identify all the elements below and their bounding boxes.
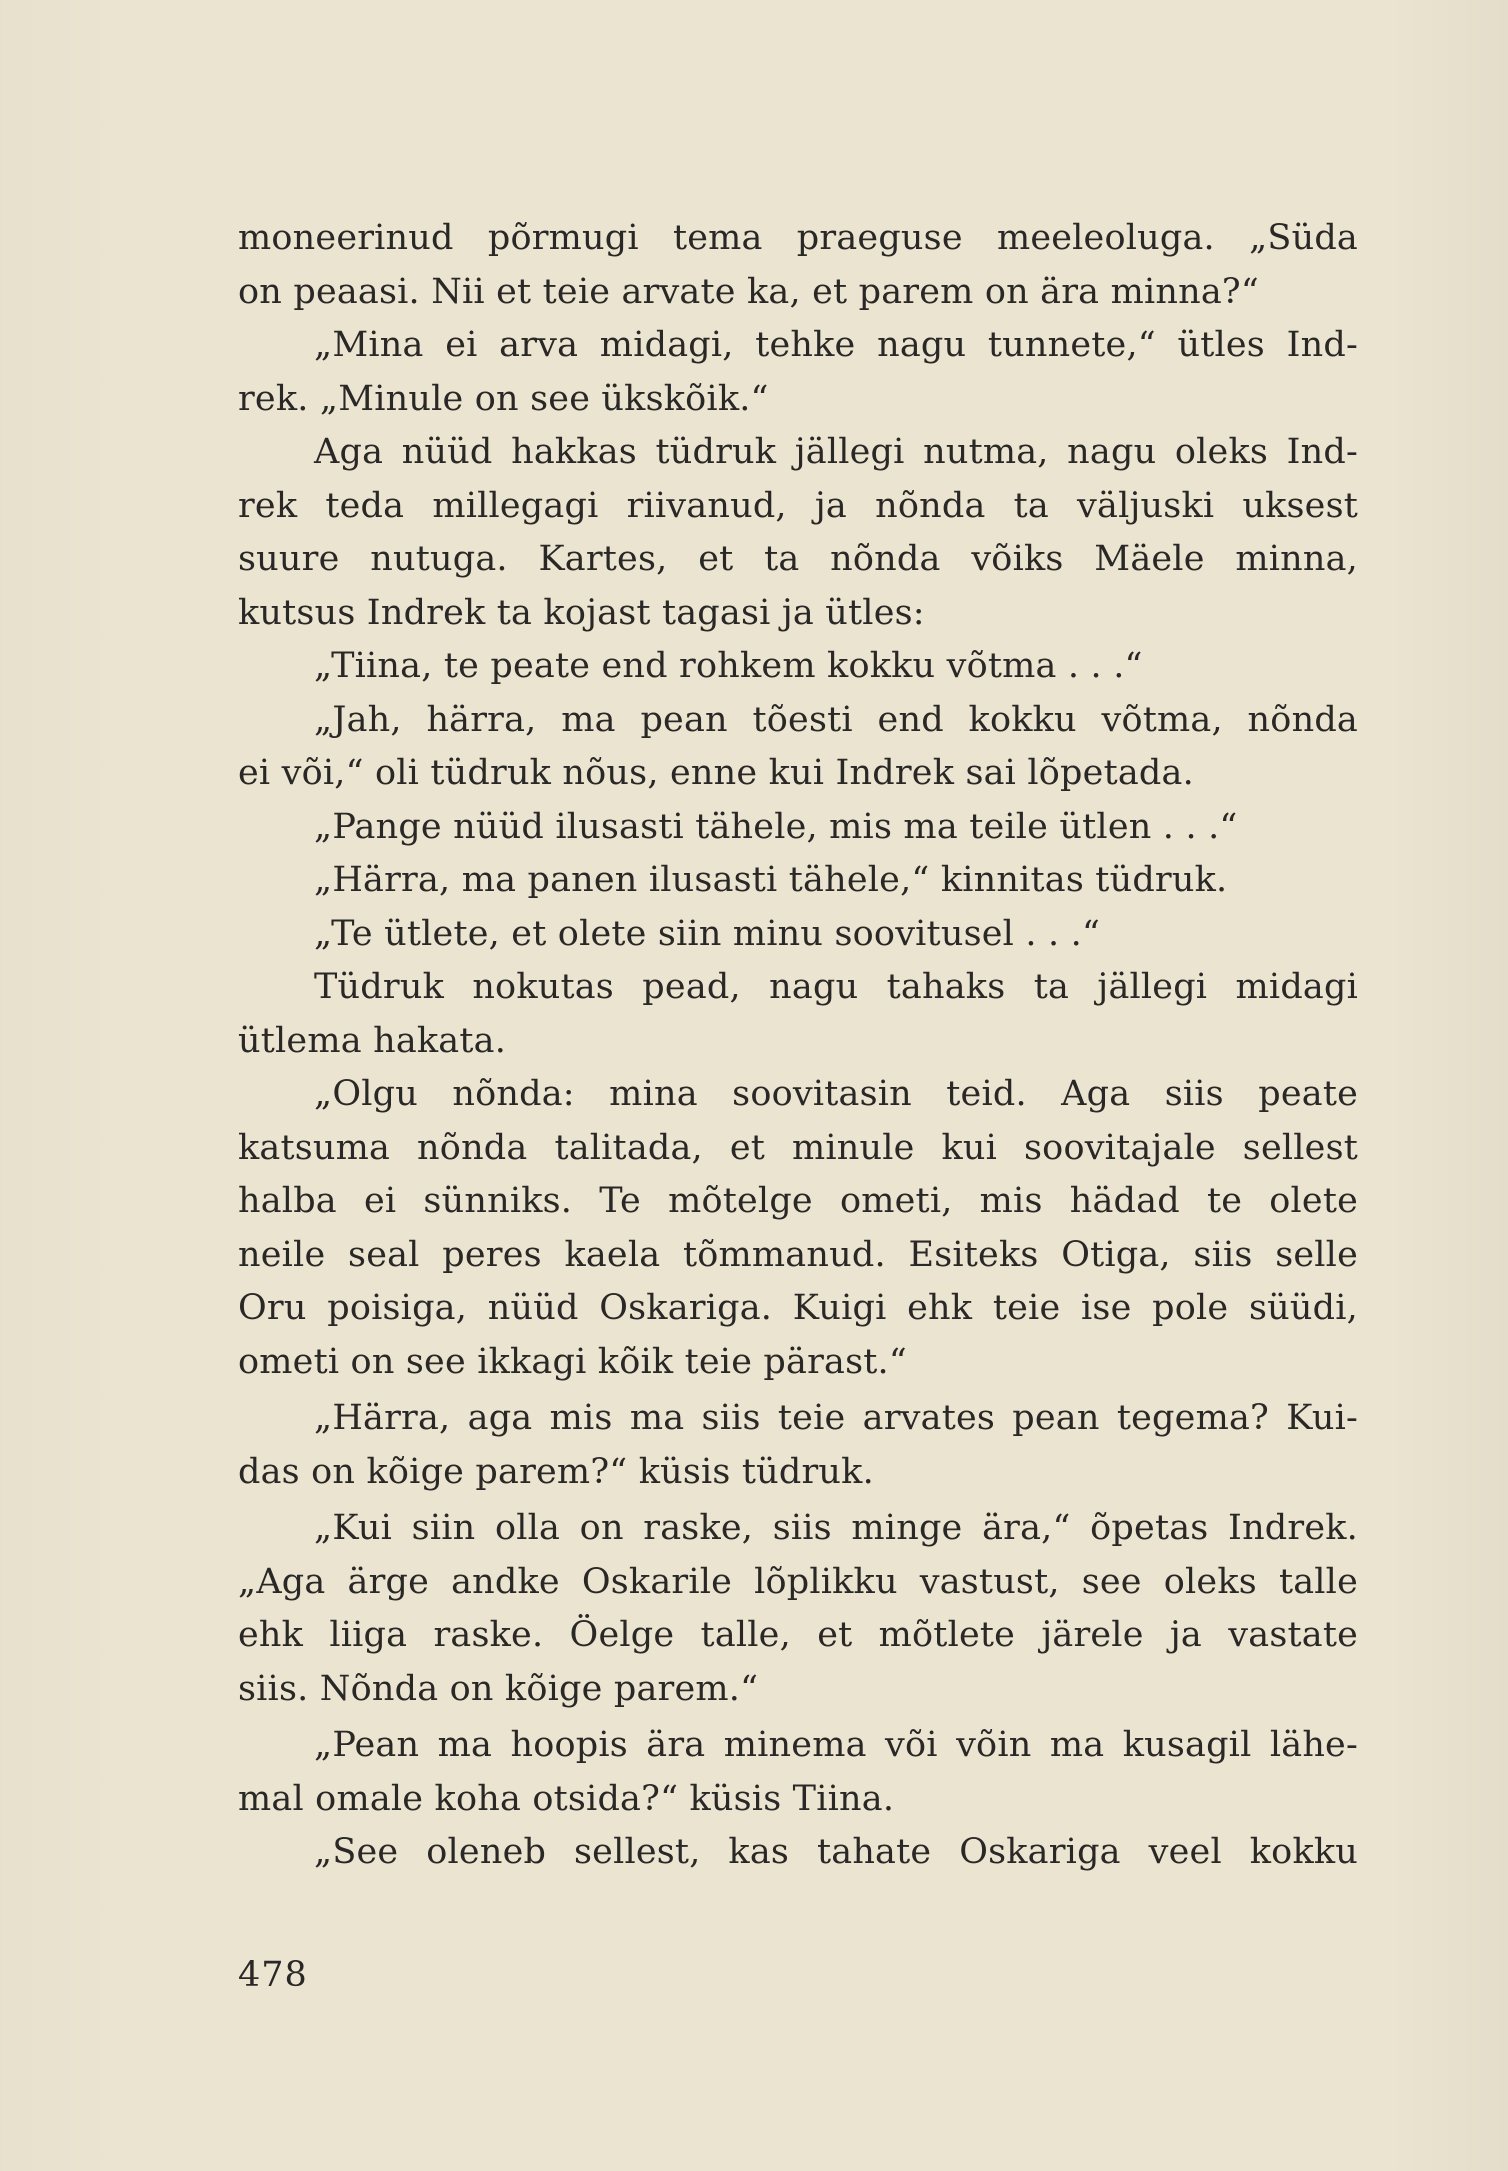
text-line: „See oleneb sellest, kas tahate Oskariga veel kokku <box>314 1832 1358 1872</box>
page-number: 478 <box>238 1955 308 1995</box>
text-line: „Jah, härra, ma pean tõesti end kokku võtma, nõnda <box>314 699 1358 740</box>
text-line: Aga nüüd hakkas tüdruk jällegi nutma, nagu oleks Ind- <box>314 432 1358 472</box>
text-line: rek. „Minule on see ükskõik.“ <box>238 378 769 419</box>
text-line: moneerinud põrmugi tema praeguse meeleoluga. „Süda <box>238 218 1358 258</box>
text-line: ehk liiga raske. Öelge talle, et mõtlete järele ja vastate <box>238 1615 1358 1655</box>
text-line: „Mina ei arva midagi, tehke nagu tunnete,“ ütles Ind- <box>314 325 1358 365</box>
text-line: „Pange nüüd ilusasti tähele, mis ma teile ütlen . . .“ <box>314 806 1238 847</box>
text-line: ometi on see ikkagi kõik teie pärast.“ <box>238 1341 907 1382</box>
text-line: ütlema hakata. <box>238 1020 507 1061</box>
text-line: „Tiina, te peate end rohkem kokku võtma . . .“ <box>314 646 1143 686</box>
text-line: neile seal peres kaela tõmmanud. Esiteks Otiga, siis selle <box>238 1234 1358 1275</box>
text-line: on peaasi. Nii et teie arvate ka, et parem on ära minna?“ <box>238 271 1259 312</box>
text-line: „Kui siin olla on raske, siis minge ära,“ õpetas Indrek. <box>314 1508 1358 1548</box>
text-line: halba ei sünniks. Te mõtelge ometi, mis hädad te olete <box>238 1181 1358 1221</box>
text-line: Tüdruk nokutas pead, nagu tahaks ta jällegi midagi <box>314 967 1358 1007</box>
text-line: siis. Nõnda on kõige parem.“ <box>238 1668 759 1709</box>
text-line: „Olgu nõnda: mina soovitasin teid. Aga siis peate <box>314 1074 1358 1114</box>
text-line: „Härra, aga mis ma siis teie arvates pean tegema? Kui- <box>314 1398 1358 1438</box>
text-line: „Te ütlete, et olete siin minu soovitusel . . .“ <box>314 913 1101 954</box>
text-line: Oru poisiga, nüüd Oskariga. Kuigi ehk teie ise pole süüdi, <box>238 1288 1358 1328</box>
text-line: kutsus Indrek ta kojast tagasi ja ütles: <box>238 592 925 633</box>
text-line: das on kõige parem?“ küsis tüdruk. <box>238 1451 874 1492</box>
text-line: rek teda millegagi riivanud, ja nõnda ta väljuski uksest <box>238 485 1358 526</box>
text-line: „Pean ma hoopis ära minema või võin ma kusagil lähe- <box>314 1725 1358 1765</box>
text-line: „Aga ärge andke Oskarile lõplikku vastust, see oleks talle <box>238 1561 1358 1602</box>
text-line: mal omale koha otsida?“ küsis Tiina. <box>238 1778 895 1819</box>
text-line: suure nutuga. Kartes, et ta nõnda võiks Mäele minna, <box>238 539 1358 579</box>
body-text <box>238 212 1358 1880</box>
text-line: „Härra, ma panen ilusasti tähele,“ kinnitas tüdruk. <box>314 860 1228 900</box>
text-line: ei või,“ oli tüdruk nõus, enne kui Indrek sai lõpetada. <box>238 753 1194 793</box>
text-line: katsuma nõnda talitada, et minule kui soovitajale sellest <box>238 1127 1358 1168</box>
